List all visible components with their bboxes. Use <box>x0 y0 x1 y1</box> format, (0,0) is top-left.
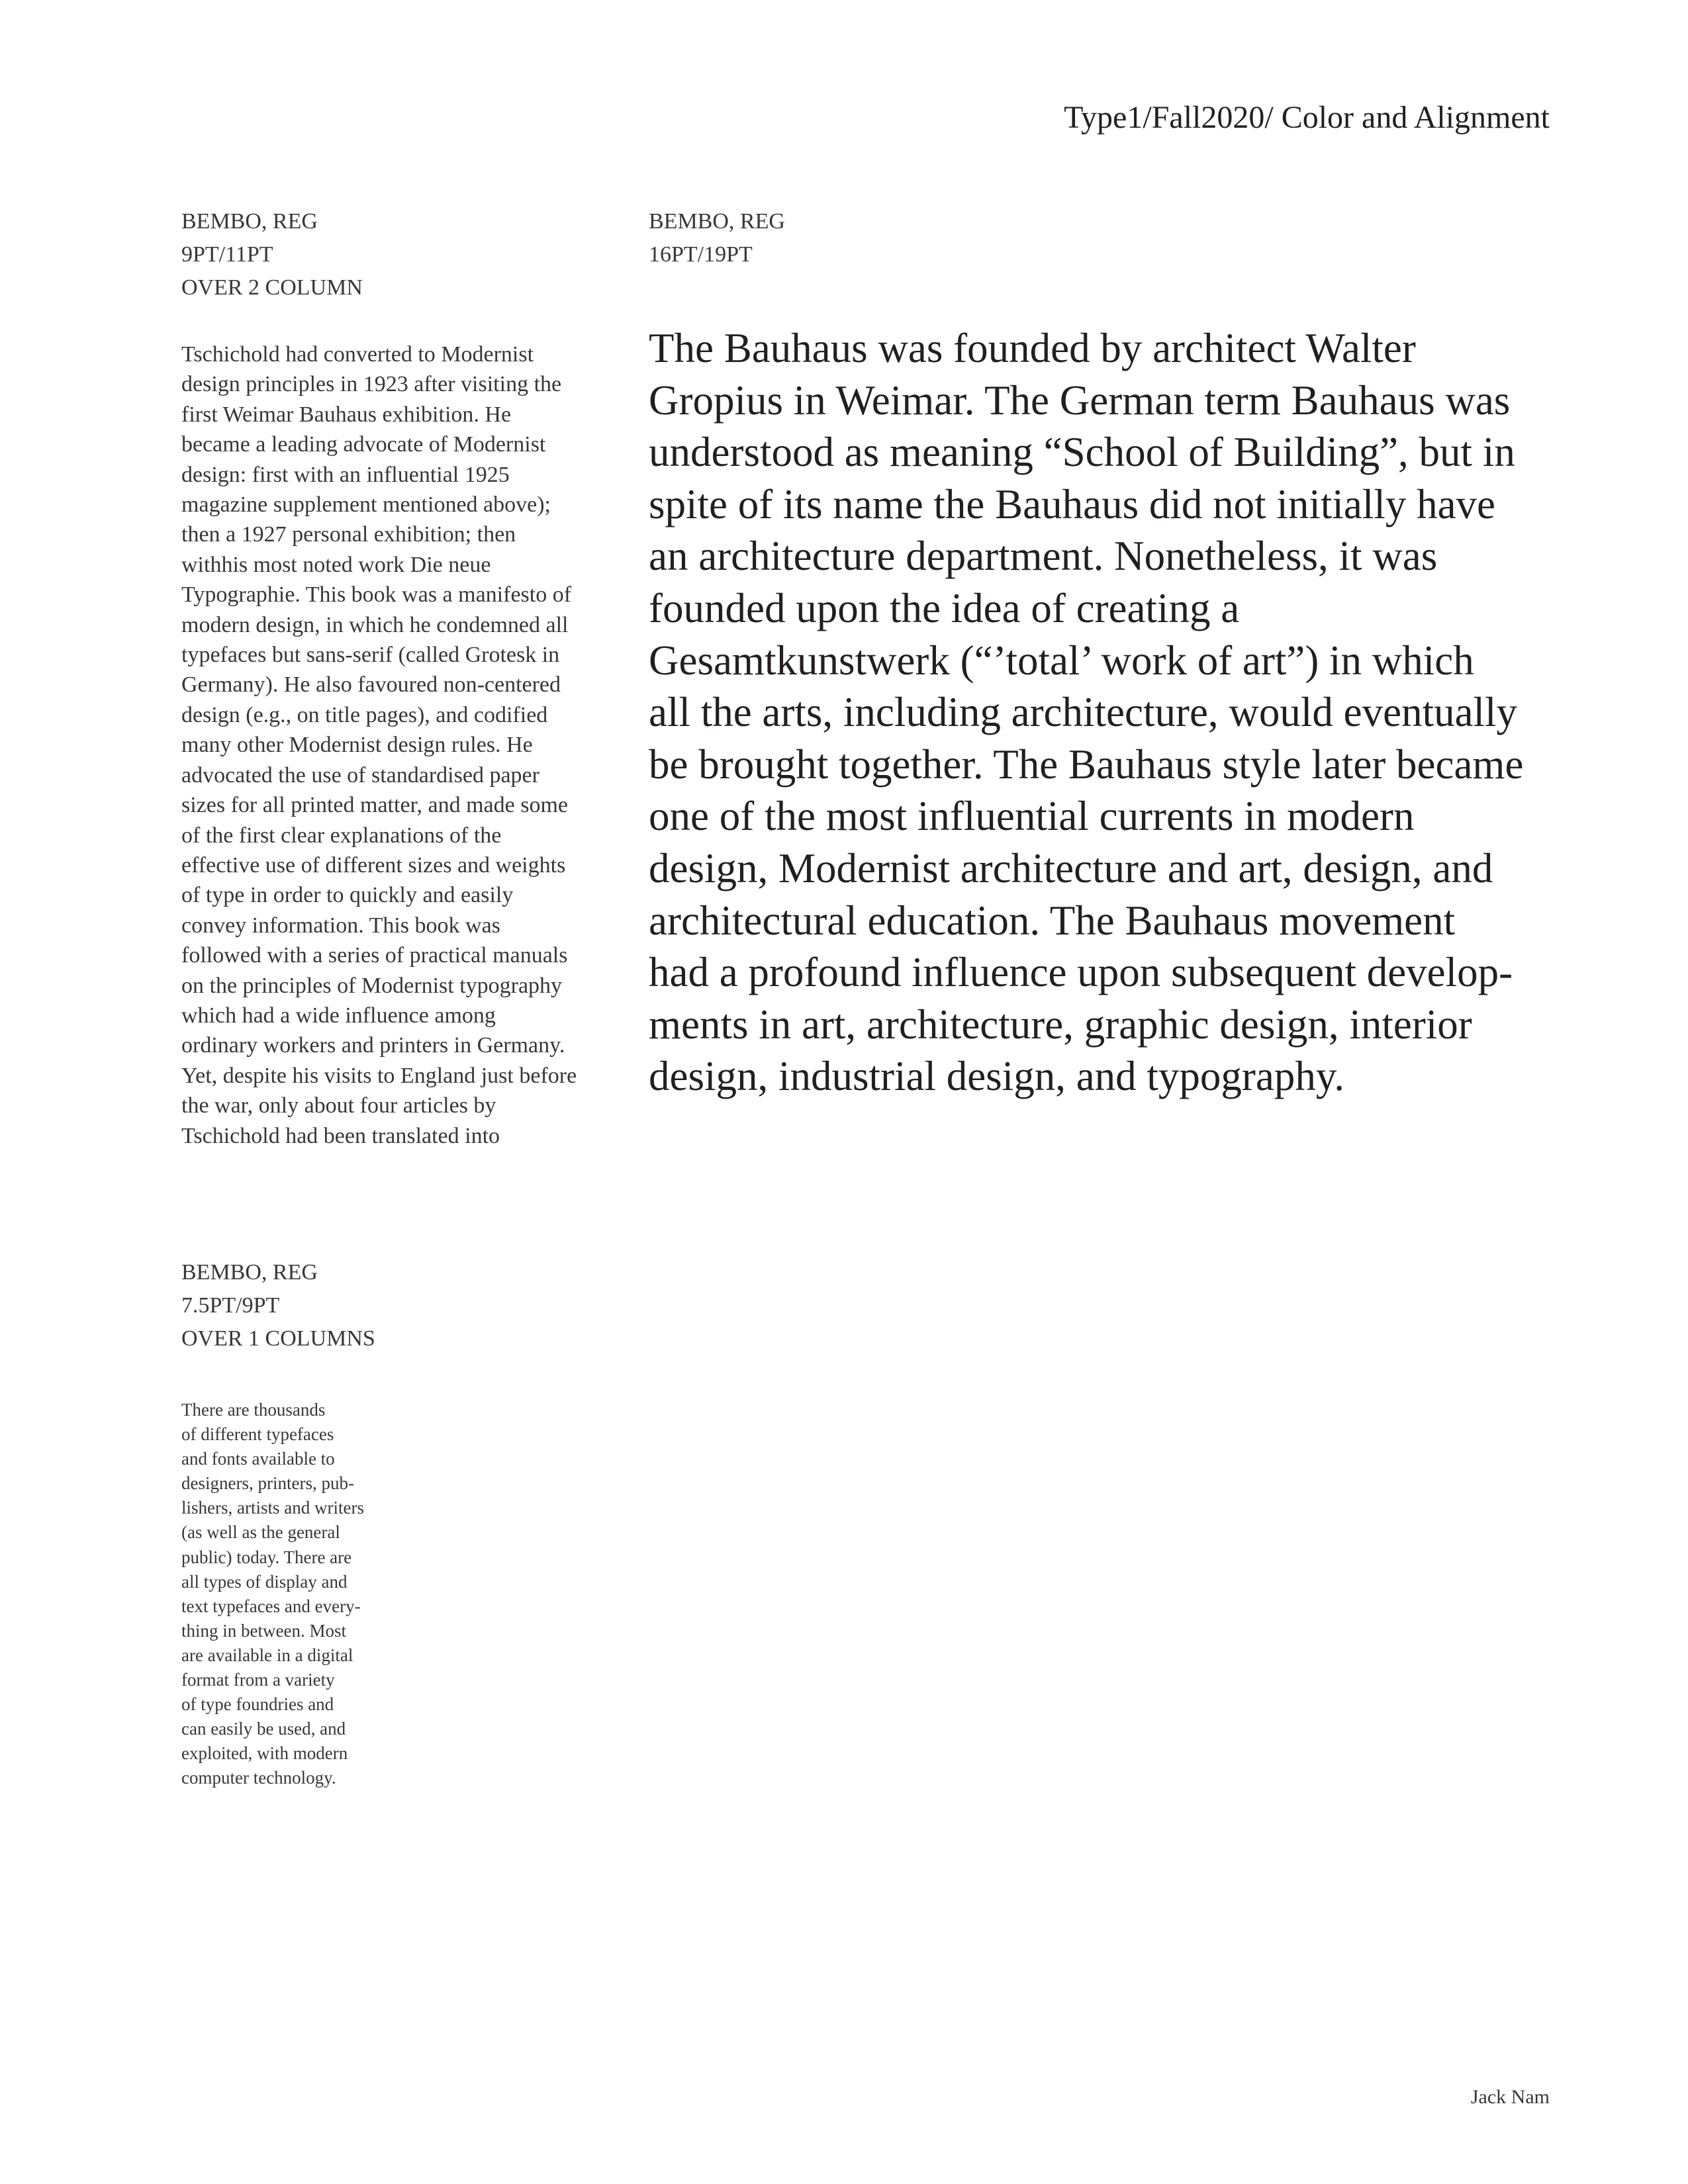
text-line: of type in order to quickly and easily <box>181 883 514 908</box>
spec-size-leading: 16PT/19PT <box>649 242 753 267</box>
text-line: are available in a digital <box>181 1645 353 1665</box>
text-line: (as well as the general <box>181 1522 340 1543</box>
text-block-7-5pt <box>181 1398 364 1791</box>
text-line: which had a wide influence among <box>181 1003 496 1028</box>
text-line: advocated the use of standardised paper <box>181 762 539 788</box>
text-line: many other Modernist design rules. He <box>181 733 533 758</box>
text-block-9pt <box>181 340 577 1151</box>
text-line: design, industrial design, and typography. <box>649 1053 1345 1100</box>
text-line: public) today. There are <box>181 1547 352 1567</box>
text-line: all the arts, including architecture, would eventually <box>649 689 1518 736</box>
spec-label-7-5pt <box>181 1256 375 1355</box>
text-line: founded upon the idea of creating a <box>649 584 1240 631</box>
text-line: on the principles of Modernist typography <box>181 973 563 998</box>
text-line: The Bauhaus was founded by architect Walter <box>649 325 1416 371</box>
text-line: of the first clear explanations of the <box>181 823 502 848</box>
text-line: designers, printers, pub- <box>181 1473 354 1494</box>
spec-font-name: BEMBO, REG <box>181 209 318 234</box>
text-line: withhis most noted work Die neue <box>181 552 491 577</box>
text-line: Tschichold had converted to Modernist <box>181 342 534 367</box>
text-line: sizes for all printed matter, and made some <box>181 793 568 818</box>
text-line: an architecture department. Nonetheless, it was <box>649 533 1438 580</box>
text-line: There are thousands <box>181 1400 326 1420</box>
text-line: ments in art, architecture, graphic design, interior <box>649 1001 1472 1048</box>
spec-font-name: BEMBO, REG <box>649 209 785 234</box>
author-name: Jack Nam <box>1470 2086 1550 2108</box>
spec-label-16pt <box>649 205 785 271</box>
text-line: and fonts available to <box>181 1449 335 1469</box>
spec-label-9pt <box>181 205 363 304</box>
spec-font-name: BEMBO, REG <box>181 1260 318 1285</box>
text-line: design, Modernist architecture and art, design, and <box>649 844 1493 891</box>
text-line: of different typefaces <box>181 1424 334 1445</box>
text-line: format from a variety <box>181 1670 335 1690</box>
text-line: understood as meaning “School of Building”, but in <box>649 429 1515 476</box>
text-line: effective use of different sizes and weights <box>181 852 566 878</box>
text-line: Tschichold had been translated into <box>181 1123 500 1148</box>
text-line: Typographie. This book was a manifesto of <box>181 582 572 608</box>
text-line: then a 1927 personal exhibition; then <box>181 522 516 547</box>
text-line: design (e.g., on title pages), and codified <box>181 702 548 727</box>
text-line: typefaces but sans-serif (called Grotesk in <box>181 643 560 668</box>
spec-size-leading: 9PT/11PT <box>181 242 273 267</box>
spec-column-span: OVER 2 COLUMN <box>181 275 363 300</box>
text-line: magazine supplement mentioned above); <box>181 492 551 518</box>
text-line: became a leading advocate of Modernist <box>181 432 546 457</box>
spec-size-leading: 7.5PT/9PT <box>181 1293 280 1318</box>
text-line: exploited, with modern <box>181 1743 348 1764</box>
spec-column-span: OVER 1 COLUMNS <box>181 1326 375 1351</box>
text-line: of type foundries and <box>181 1694 334 1715</box>
text-line: all types of display and <box>181 1571 348 1592</box>
text-line: the war, only about four articles by <box>181 1093 496 1118</box>
text-line: can easily be used, and <box>181 1719 346 1739</box>
text-line: computer technology. <box>181 1768 336 1788</box>
text-block-16pt <box>649 322 1523 1103</box>
text-line: ordinary workers and printers in Germany. <box>181 1033 565 1058</box>
text-line: text typefaces and every- <box>181 1596 361 1616</box>
text-line: first Weimar Bauhaus exhibition. He <box>181 402 512 427</box>
text-line: convey information. This book was <box>181 913 500 938</box>
text-line: architectural education. The Bauhaus movement <box>649 897 1456 944</box>
text-line: spite of its name the Bauhaus did not initially have <box>649 480 1496 527</box>
text-line: Gropius in Weimar. The German term Bauhaus was <box>649 377 1511 424</box>
text-line: had a profound influence upon subsequent develop- <box>649 949 1513 996</box>
text-line: design principles in 1923 after visiting the <box>181 372 562 397</box>
text-line: modern design, in which he condemned all <box>181 612 569 637</box>
text-line: Gesamtkunstwerk (“’total’ work of art”) in which <box>649 637 1474 684</box>
text-line: design: first with an influential 1925 <box>181 462 510 487</box>
text-line: thing in between. Most <box>181 1620 346 1641</box>
text-line: one of the most influential currents in modern <box>649 793 1415 840</box>
text-line: followed with a series of practical manuals <box>181 943 568 968</box>
page-header-title: Type1/Fall2020/ Color and Alignment <box>1064 100 1550 135</box>
text-line: Yet, despite his visits to England just before <box>181 1063 577 1088</box>
text-line: Germany). He also favoured non-centered <box>181 672 561 698</box>
text-line: lishers, artists and writers <box>181 1498 364 1518</box>
text-line: be brought together. The Bauhaus style later became <box>649 741 1524 788</box>
